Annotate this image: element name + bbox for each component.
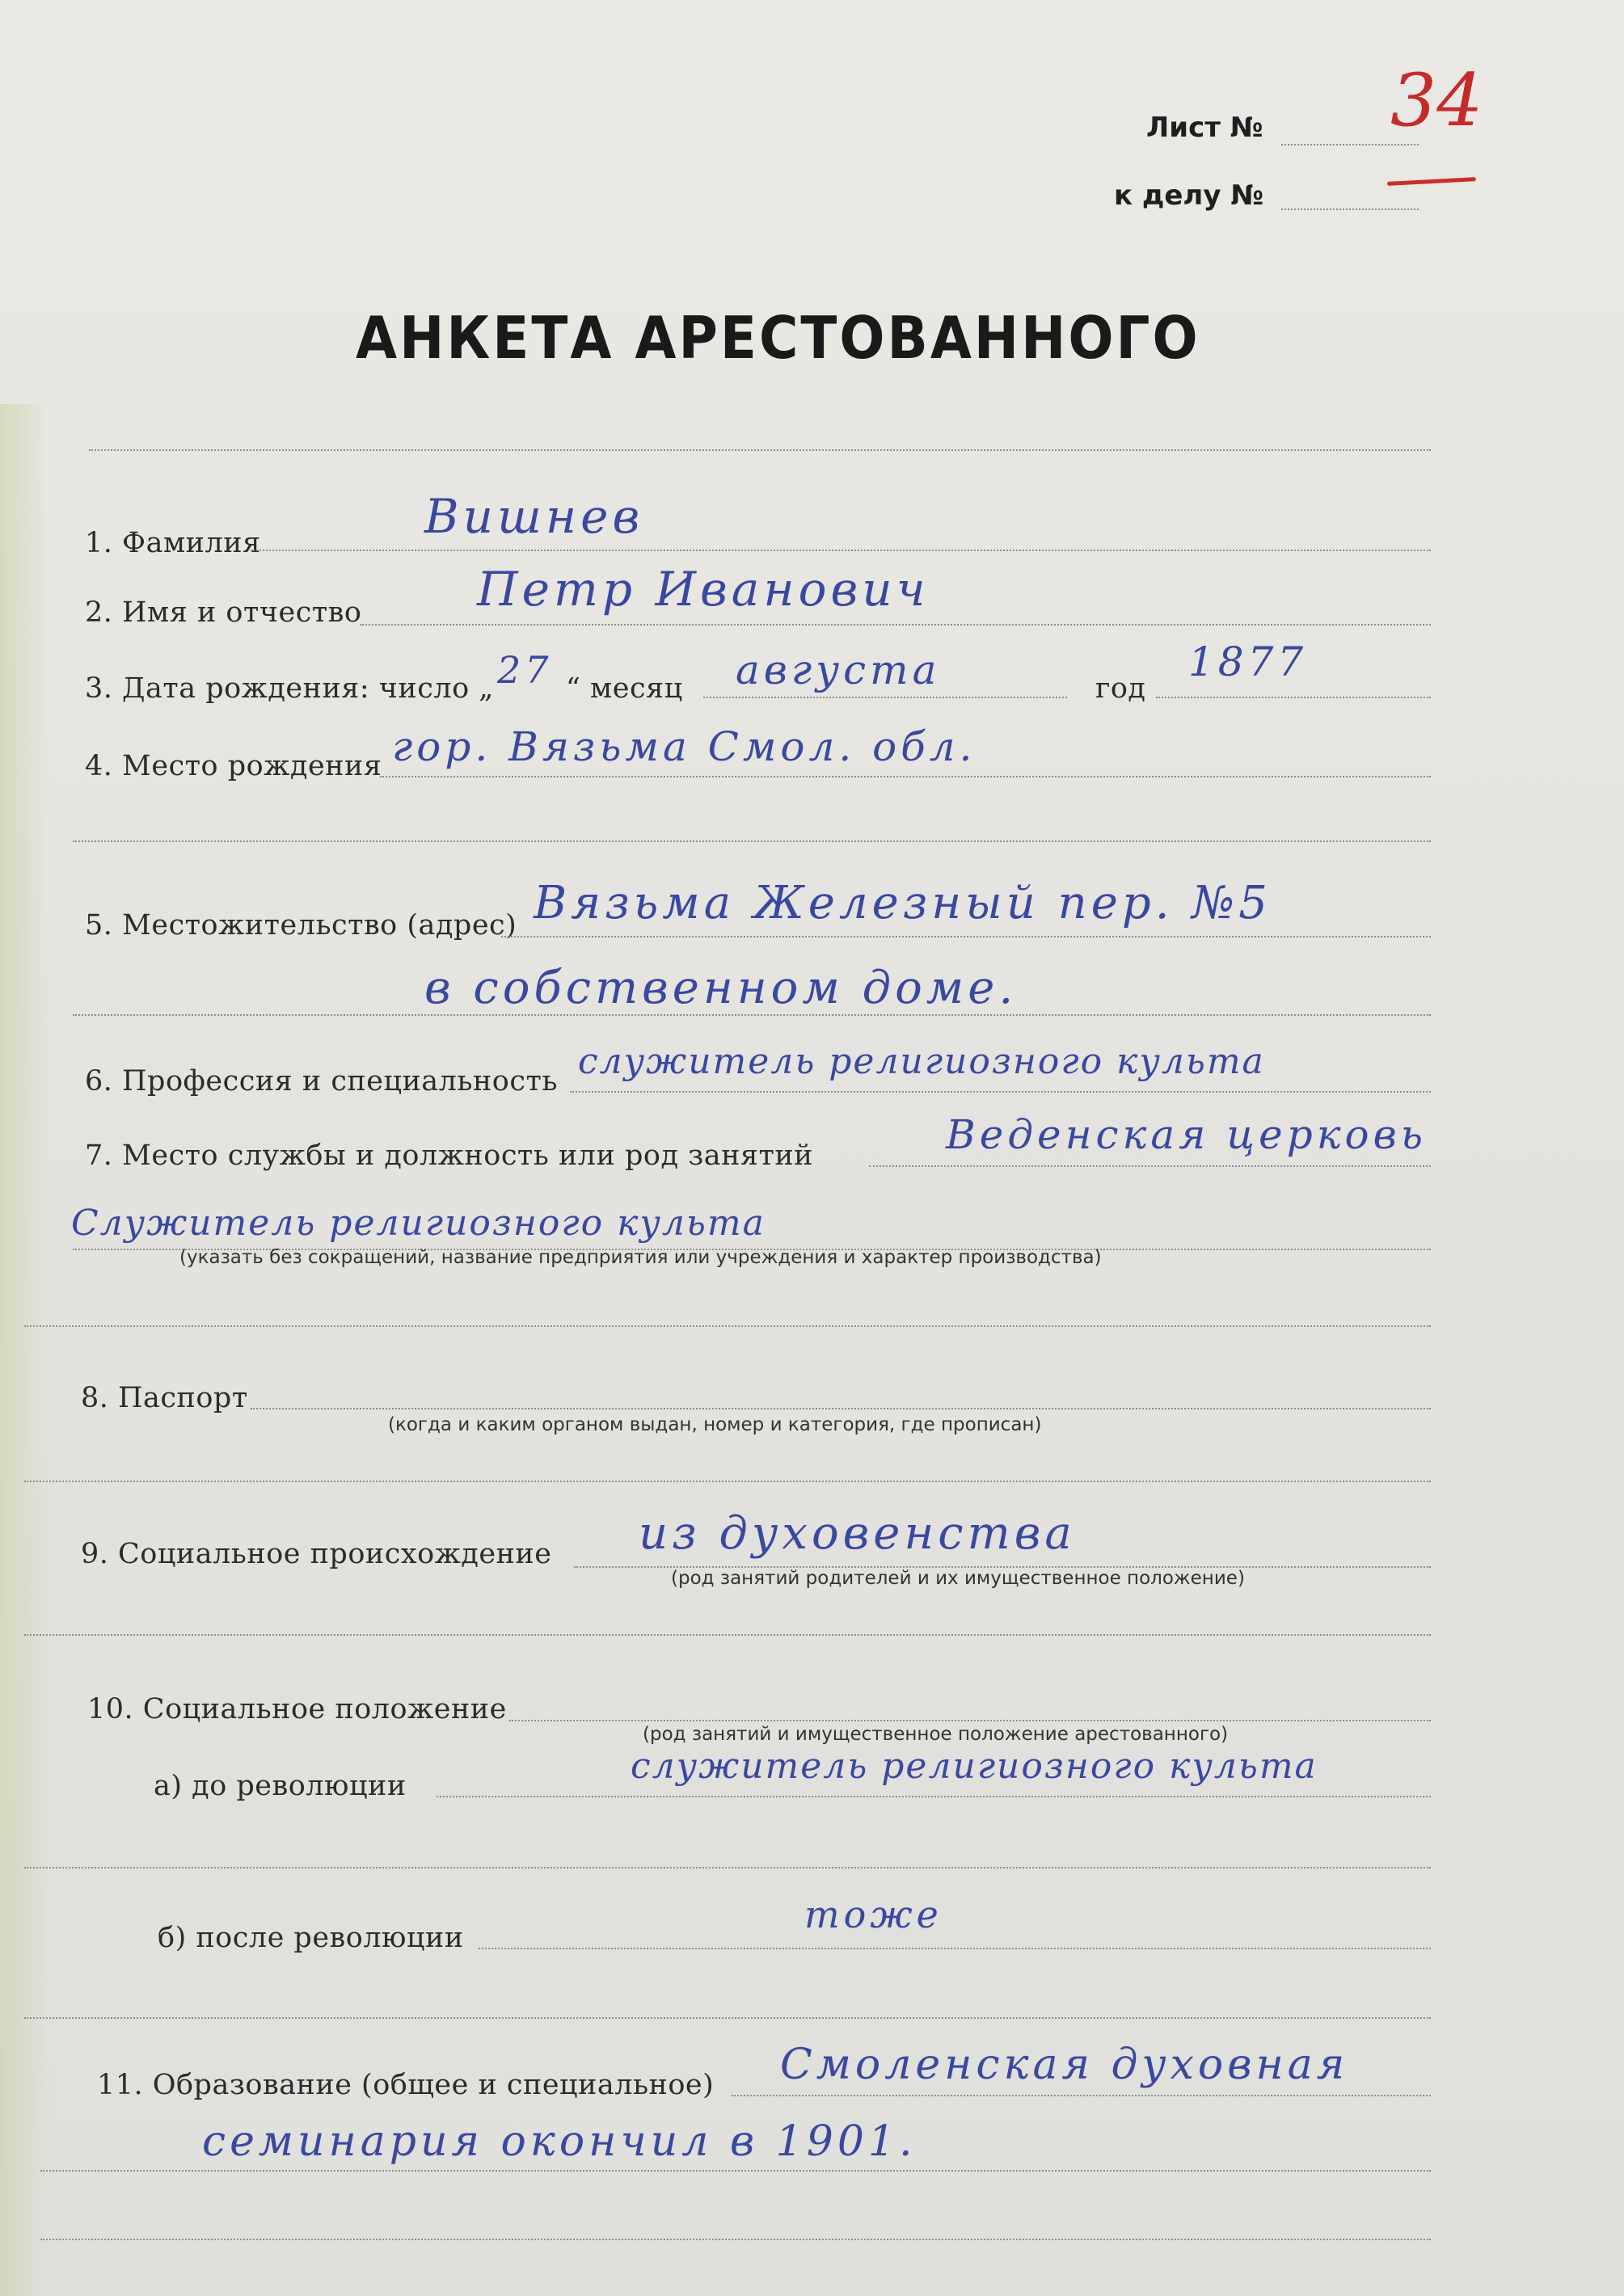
passport-label: 8. Паспорт — [81, 1382, 248, 1414]
social-origin-value: из духовенства — [639, 1507, 1076, 1560]
sheet-number-value: 34 — [1390, 58, 1483, 143]
residence-line — [501, 936, 1431, 937]
birth-date-label: 3. Дата рождения: число „ — [85, 672, 494, 705]
surname-value: Вишнев — [424, 489, 644, 544]
surname-line — [251, 550, 1431, 551]
name-patronymic-value: Петр Иванович — [477, 562, 930, 617]
passport-hint: (когда и каким органом выдан, номер и категория, где прописан) — [388, 1414, 1042, 1435]
birth-month-line — [703, 697, 1067, 698]
education-label: 11. Образование (общее и специальное) — [97, 2069, 715, 2101]
rule-line — [24, 1481, 1431, 1482]
rule-line — [89, 449, 1431, 451]
education-value-2: семинария окончил в 1901. — [202, 2117, 917, 2166]
workplace-value-2: Служитель религиозного культа — [71, 1203, 766, 1244]
social-status-line — [509, 1720, 1431, 1721]
after-revolution-line — [479, 1948, 1431, 1949]
workplace-line — [869, 1165, 1431, 1167]
workplace-value-1: Веденская церковь — [946, 1111, 1427, 1158]
education-value-1: Смоленская духовная — [780, 2041, 1349, 2089]
rule-line — [24, 1867, 1431, 1868]
birth-day-value: 27 — [497, 648, 553, 692]
rule-line — [24, 1325, 1431, 1327]
residence-value-2: в собственном доме. — [424, 962, 1018, 1014]
birthplace-label: 4. Место рождения — [85, 750, 382, 782]
passport-line — [251, 1408, 1431, 1409]
after-revolution-label: б) после революции — [158, 1922, 464, 1954]
case-number-line — [1281, 209, 1419, 210]
social-origin-label: 9. Социальное происхождение — [81, 1538, 552, 1570]
rule-line — [73, 840, 1431, 842]
birthplace-value: гор. Вязьма Смол. обл. — [392, 723, 977, 770]
birth-month-label: “ месяц — [566, 672, 683, 705]
rule-line — [40, 2239, 1431, 2240]
birth-month-value: августа — [736, 647, 941, 693]
profession-line — [570, 1091, 1431, 1093]
paper-edge-tint — [0, 404, 49, 2296]
education-line — [732, 2095, 1431, 2096]
social-status-label: 10. Социальное положение — [87, 1693, 507, 1725]
birth-year-value: 1877 — [1188, 638, 1308, 685]
birth-year-label: год — [1095, 672, 1146, 705]
before-revolution-value: служитель религиозного культа — [631, 1746, 1318, 1787]
after-revolution-value: тоже — [804, 1893, 943, 1936]
social-status-hint: (род занятий и имущественное положение арестованного) — [643, 1724, 1229, 1745]
sheet-number-line — [1281, 144, 1419, 145]
profession-value: служитель религиозного культа — [578, 1041, 1265, 1082]
form-title: АНКЕТА АРЕСТОВАННОГО — [356, 304, 1200, 373]
education-line-2 — [40, 2170, 1431, 2172]
rule-line — [24, 1634, 1431, 1636]
before-revolution-line — [437, 1796, 1431, 1797]
social-origin-hint: (род занятий родителей и их имущественное положение) — [671, 1568, 1245, 1589]
before-revolution-label: а) до революции — [154, 1770, 407, 1802]
birth-year-line — [1156, 697, 1431, 698]
case-number-dash — [1387, 177, 1476, 186]
birthplace-line — [380, 776, 1431, 777]
residence-value-1: Вязьма Железный пер. №5 — [534, 877, 1272, 929]
workplace-label: 7. Место службы и должность или род занятий — [85, 1140, 814, 1172]
workplace-hint: (указать без сокращений, название предприятия или учреждения и характер производства) — [179, 1247, 1102, 1268]
case-number-label: к делу № — [1114, 179, 1264, 212]
name-patronymic-line — [360, 624, 1431, 626]
sheet-number-label: Лист № — [1146, 112, 1263, 144]
profession-label: 6. Профессия и специальность — [85, 1065, 558, 1097]
residence-label: 5. Местожительство (адрес) — [85, 909, 517, 942]
name-patronymic-label: 2. Имя и отчество — [85, 596, 362, 629]
residence-line-2 — [73, 1014, 1431, 1016]
rule-line — [24, 2017, 1431, 2019]
surname-label: 1. Фамилия — [85, 527, 261, 559]
